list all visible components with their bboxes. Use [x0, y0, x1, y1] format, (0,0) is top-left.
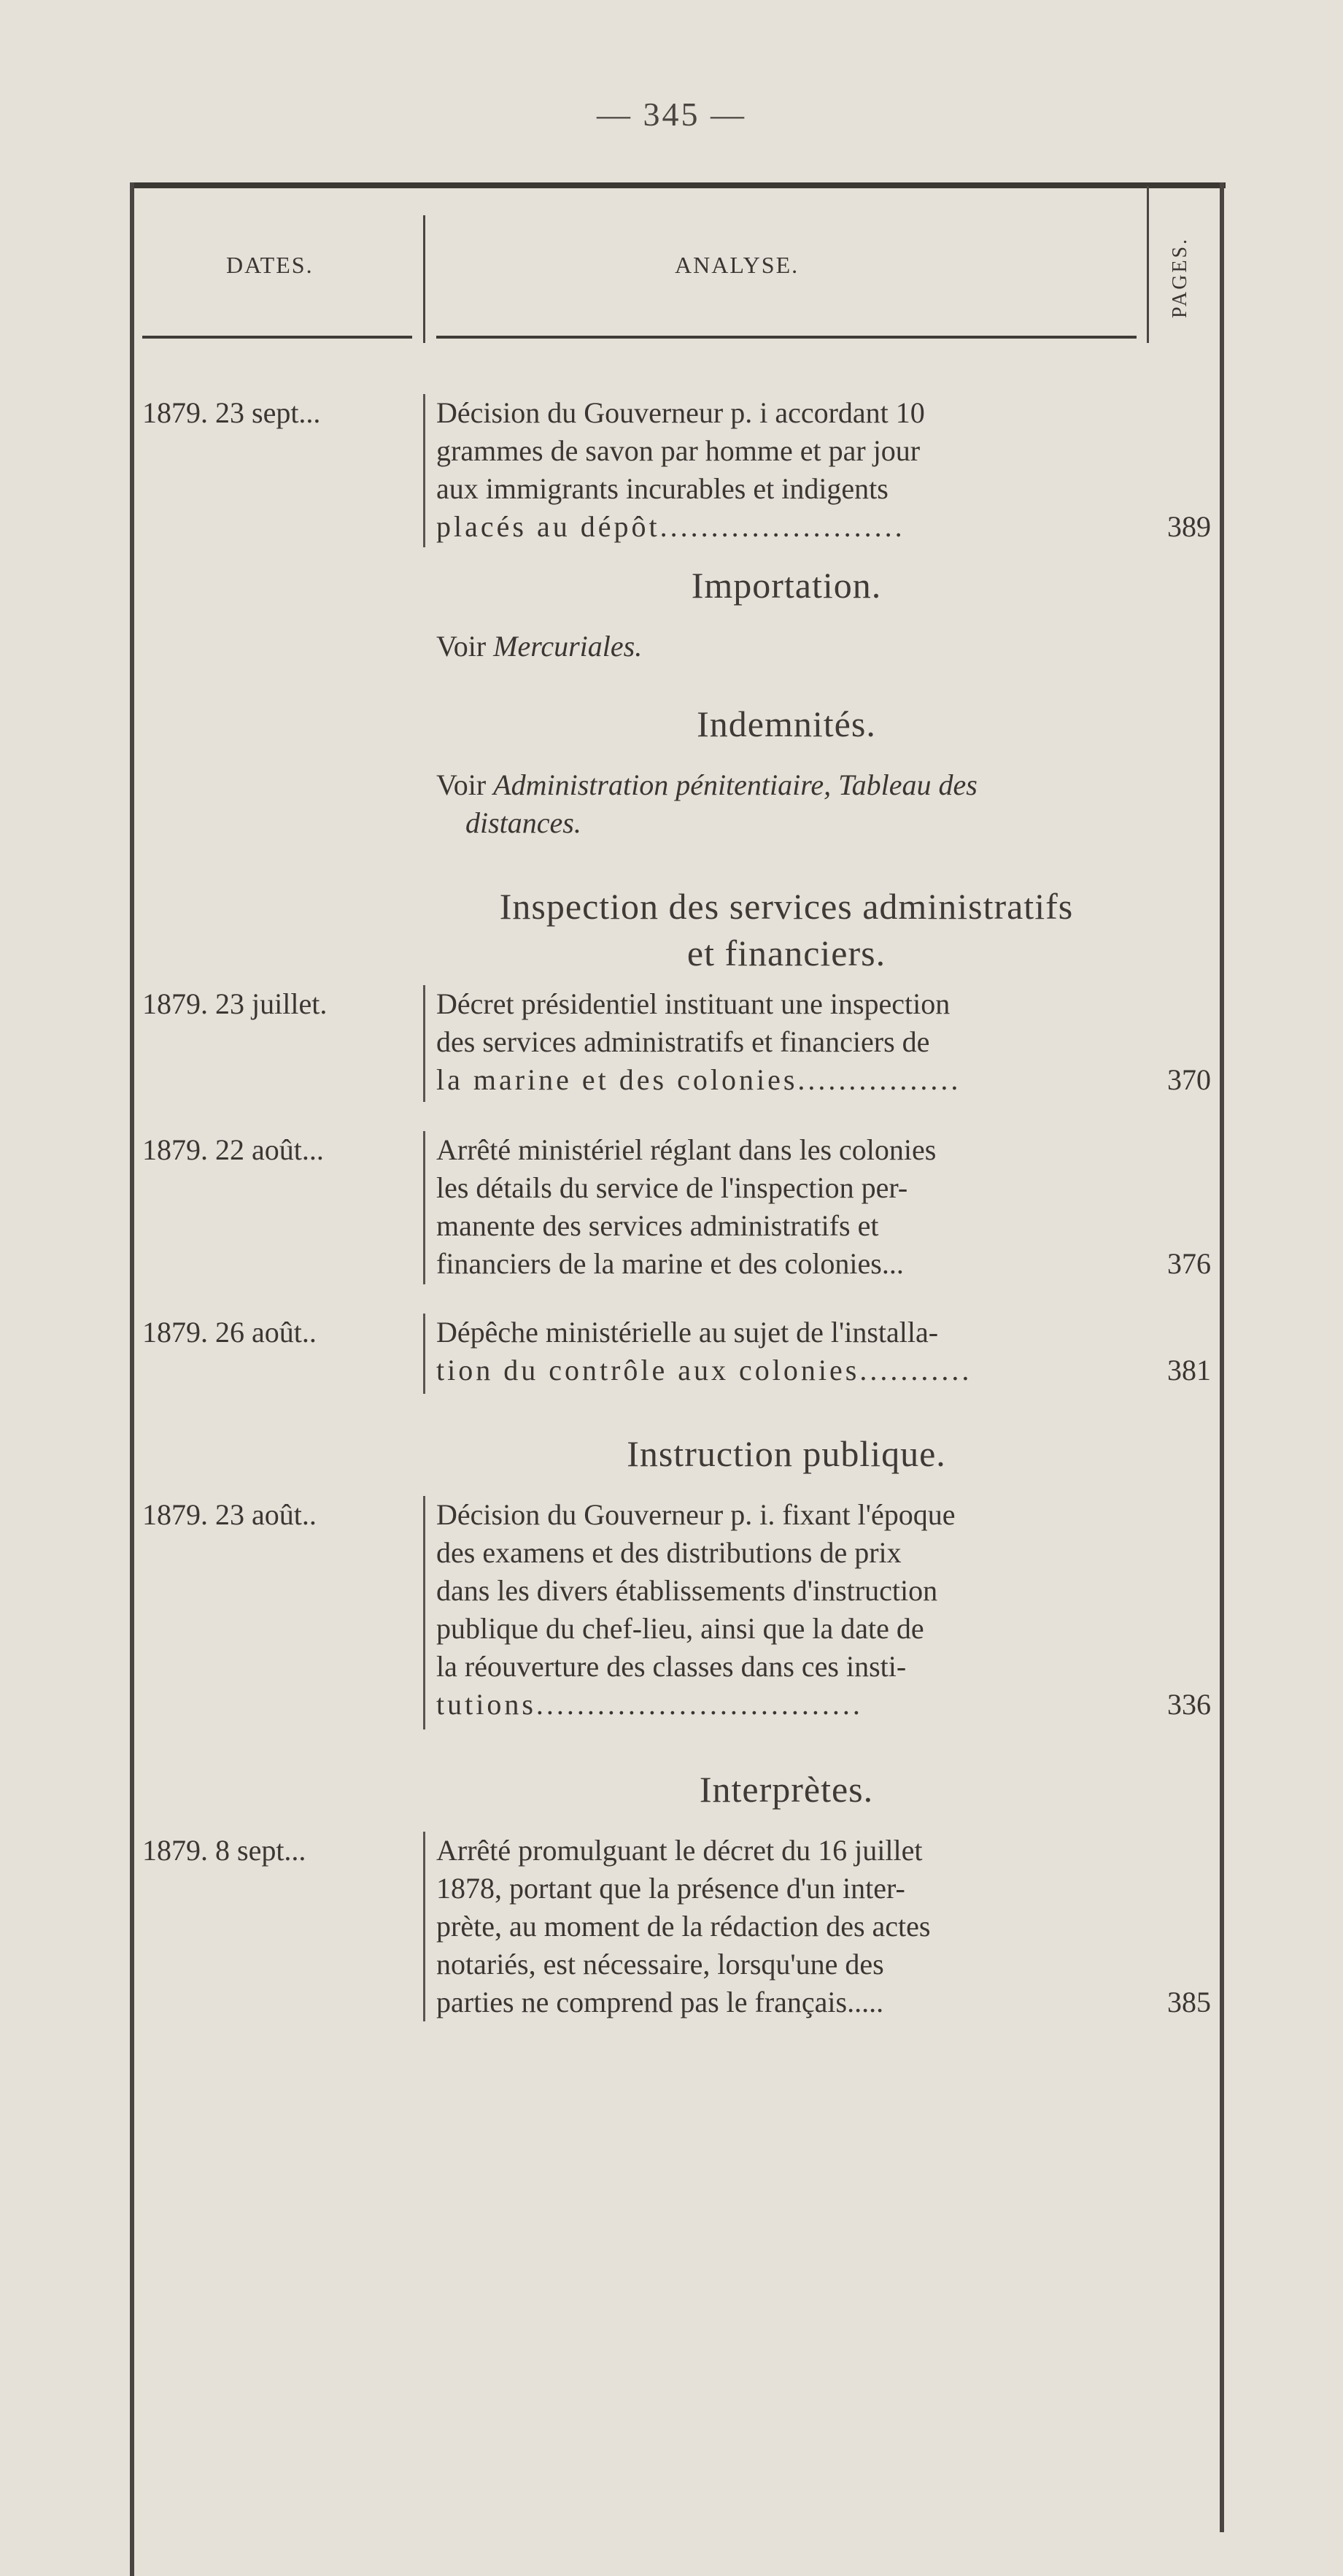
- entry-line: parties ne comprend pas le français.....: [436, 1986, 884, 2018]
- entry-page-ref: 336: [1167, 1688, 1211, 1721]
- header-underline-dates: [142, 336, 412, 339]
- entry-line: Arrêté ministériel réglant dans les colonies: [436, 1133, 937, 1166]
- header-pages: PAGES.: [1169, 236, 1191, 318]
- see-target-continued: distances.: [465, 806, 581, 839]
- section-title-continued: et financiers.: [686, 933, 886, 973]
- date-column-rule: [423, 394, 425, 547]
- entry-line: grammes de savon par homme et par jour: [436, 434, 921, 467]
- entry-line: 1878, portant que la présence d'un inter-: [436, 1872, 905, 1905]
- entry-page-ref: 381: [1167, 1354, 1211, 1387]
- entry-line: Décret présidentiel instituant une inspection: [436, 987, 951, 1020]
- entry-line: aux immigrants incurables et indigents: [436, 472, 889, 505]
- date-column-rule: [423, 1832, 425, 2021]
- see-target: Mercuriales.: [493, 630, 643, 663]
- page-number: — 345 —: [597, 96, 746, 133]
- header-underline-analyse: [436, 336, 1137, 339]
- entry-date: 1879. 8 sept...: [142, 1834, 306, 1867]
- see-reference: [436, 628, 1137, 666]
- see-reference: [436, 766, 1137, 804]
- entry-line: tion du contrôle aux colonies...........: [436, 1354, 972, 1387]
- entry-line: Dépêche ministérielle au sujet de l'installa-: [436, 1316, 939, 1349]
- header-dates: DATES.: [226, 252, 314, 278]
- entry-line: Arrêté promulguant le décret du 16 juillet: [436, 1834, 923, 1867]
- entry-line: des examens et des distributions de prix: [436, 1536, 902, 1569]
- entry-line: la marine et des colonies................: [436, 1063, 961, 1096]
- entry-page-ref: 389: [1167, 510, 1211, 543]
- table-left-border: [130, 182, 134, 2576]
- date-column-rule: [423, 1496, 425, 1729]
- entry-line: les détails du service de l'inspection per-: [436, 1171, 908, 1204]
- entry-page-ref: 370: [1167, 1063, 1211, 1096]
- entry-line: la réouverture des classes dans ces insti-: [436, 1650, 907, 1683]
- date-column-rule: [423, 985, 425, 1102]
- header-analyse: ANALYSE.: [675, 252, 800, 278]
- entry-date: 1879. 23 juillet.: [142, 987, 328, 1020]
- entry-line: dans les divers établissements d'instruction: [436, 1574, 938, 1607]
- header-column-rule-pages: [1147, 186, 1149, 343]
- entry-line: notariés, est nécessaire, lorsqu'une des: [436, 1948, 884, 1981]
- date-column-rule: [423, 1131, 425, 1284]
- entry-line: Décision du Gouverneur p. i accordant 10: [436, 396, 925, 429]
- entry-line: financiers de la marine et des colonies...: [436, 1247, 904, 1280]
- date-column-rule: [423, 1314, 425, 1394]
- entry-line: prète, au moment de la rédaction des actes: [436, 1910, 931, 1943]
- section-title: Instruction publique.: [627, 1433, 946, 1474]
- entry-line: publique du chef-lieu, ainsi que la date de: [436, 1612, 924, 1645]
- entry-date: 1879. 22 août...: [142, 1133, 324, 1166]
- entry-date: 1879. 26 août..: [142, 1316, 317, 1349]
- entry-line: placés au dépôt........................: [436, 510, 905, 543]
- entry-page-ref: 376: [1167, 1247, 1211, 1280]
- entry-line: des services administratifs et financiers de: [436, 1025, 930, 1058]
- table-right-border: [1220, 182, 1224, 2532]
- header-column-rule-dates: [423, 215, 425, 343]
- entry-date: 1879. 23 août..: [142, 1498, 317, 1531]
- entry-line: Décision du Gouverneur p. i. fixant l'époque: [436, 1498, 956, 1531]
- entry-line: tutions................................: [436, 1688, 863, 1721]
- table-top-rule: [131, 182, 1226, 188]
- section-title: Inspection des services administratifs: [499, 886, 1074, 927]
- entry-page-ref: 385: [1167, 1986, 1211, 2018]
- see-label: Voir: [436, 768, 487, 801]
- entry-date: 1879. 23 sept...: [142, 396, 321, 429]
- page-bottom-margin: [0, 2334, 1343, 2378]
- section-title: Indemnités.: [697, 703, 876, 744]
- section-title: Importation.: [691, 565, 882, 606]
- section-title: Interprètes.: [699, 1769, 874, 1810]
- entry-line: manente des services administratifs et: [436, 1209, 879, 1242]
- see-target: Administration pénitentiaire, Tableau des: [493, 768, 978, 801]
- see-label: Voir: [436, 630, 487, 663]
